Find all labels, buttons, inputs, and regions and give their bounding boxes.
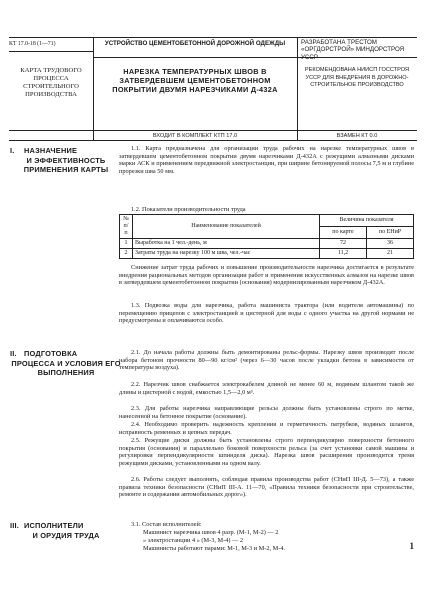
card-code: КТ 17.0-18 (1—71) — [9, 41, 56, 47]
replaces: ВЗАМЕН КТ 0.0 — [336, 133, 378, 139]
section-title-1 — [10, 146, 122, 175]
col-enir-header: по ЕНиР — [367, 227, 414, 239]
developer: РАЗРАБОТАНА ТРЕСТОМ «ОРГДОРСТРОЙ» МИНДОРСТРОЯ УССР — [301, 39, 405, 61]
section-number: II. — [10, 349, 17, 358]
staff-line-3: Машинисты работают парами: М-1, М-3 и М-2, М-4. — [143, 545, 286, 552]
staff-line-1: Машинист нарезчика швов 4 разр. (М-1, М-2) — 2 — [143, 529, 279, 536]
paragraph-2-1: 2.1. До начала работы должны быть демонтированы рельс-формы. Нарезку швов производят после набора бетоном прочности 80—90 кг/см² (через 6—30 часов после укладки бетона в зависимости от температуры воздуха). — [119, 349, 414, 372]
col-name-header: Наименование показателей — [133, 215, 320, 239]
paragraph-2-2: 2.2. Нарезчик швов снабжается электрокабелем длиной не менее 60 м, водяным шлангом такой же длины и цистерной с водой, емкостью 1,5—2,0 м³. — [119, 381, 414, 396]
section-title-first: ИСПОЛНИТЕЛИ — [24, 521, 84, 530]
card-type-title: КАРТА ТРУДОВОГО ПРОЦЕССА СТРОИТЕЛЬНОГО ПРОИЗВОДСТВА — [20, 67, 82, 98]
page-number: 1 — [409, 541, 414, 551]
paragraph-2-5: 2.5. Режущие диски должны быть установлены строго перпендикулярно поверхности бетонного покрытия (основания) и параллельно боковой поверхности рельса (за счет установки самой машины и регулировки перпендикулярности шпинделя диска). Нарезка швов расширения производится тремя режущими дисками, установленными на одном валу. — [119, 437, 414, 467]
paragraph-2-6: 2.6. Работы следует выполнять, соблюдая правила производства работ (СНиП III-Д. 5—73), а также правила техники безопасности (СНиП III-А. 11—70, «Правила техники безопасности при строительстве, ремонте и содержании автомобильных дорог»). — [119, 476, 414, 499]
paragraph-1-efficiency: Снижение затрат труда рабочих и повышение производительности нарезчика достигается в результате внедрения рациональных методов организации работ и применения искусственных алмазов на нарезке швов в затвердевшем цементобетонном покрытии (основания) модернизированным нарезчиком Д-432А. — [119, 264, 414, 287]
row-name: Затраты труда на нарезку 100 м шва, чел.-час — [133, 249, 320, 259]
card-header — [9, 37, 417, 141]
staff-line-2: » электростанции 4 » (М-3, М-4) — 2 — [143, 537, 244, 544]
table-row — [120, 239, 414, 249]
table-row — [120, 249, 414, 259]
paragraph-1-2: 1.2. Показатели производительности труда — [131, 206, 246, 213]
row-name: Выработка на 1 чел.-день, м — [133, 239, 320, 249]
section-title-rest: И ЭФФЕКТИВНОСТЬ ПРИМЕНЕНИЯ КАРТЫ — [23, 155, 109, 175]
section-title-2 — [10, 349, 122, 378]
section-title-rest: ПРОЦЕССА И УСЛОВИЯ ЕГО ВЫПОЛНЕНИЯ — [11, 358, 121, 378]
header-divider-left — [93, 37, 94, 141]
section-title-rest: И ОРУДИЯ ТРУДА — [32, 530, 100, 540]
section-number: III. — [10, 521, 20, 530]
row-card: 72 — [320, 239, 367, 249]
section-number: I. — [10, 146, 15, 155]
paragraph-1-3: 1.3. Подвозка воды для нарезчика, работа машиниста трактора (или водителя автомашины) по перемещению прицепов с электростанцией и цистерной для воды с одного участка на другой нормами не предусмотрены и оплачиваются особо. — [119, 302, 414, 325]
section-title-first: ПОДГОТОВКА — [24, 349, 78, 358]
paragraph-2-3: 2.3. Для работы нарезчика направляющие рельсы должны быть установлены строго по метке, нанесенной на бетонное покрытие (основание). — [119, 405, 414, 420]
row-card: 11,2 — [320, 249, 367, 259]
row-enir: 36 — [367, 239, 414, 249]
header-bottom-rule — [9, 130, 417, 131]
paragraph-3-1: 3.1. Состав исполнителей: — [131, 521, 202, 528]
col-no-header: № п/п — [120, 215, 133, 239]
header-mid-rule — [93, 57, 297, 58]
row-no: 1 — [120, 239, 133, 249]
included-in: ВХОДИТ В КОМПЛЕКТ КТП 17.0 — [152, 133, 238, 139]
row-enir: 21 — [367, 249, 414, 259]
recommendation: РЕКОМЕНДОВАНА НИИСП ГОССТРОЯ УССР ДЛЯ ВНЕДРЕНИЯ В ДОРОЖНО-СТРОИТЕЛЬНОЕ ПРОИЗВОДСТВО — [304, 67, 410, 89]
paragraph-2-4: 2.4. Необходимо проверить надежность крепления и герметичность патрубков, водяных шлангов, исправность ременных и цепных передач. — [119, 421, 414, 436]
header-top-rule — [9, 37, 417, 38]
col-card-header: по карте — [320, 227, 367, 239]
process-title: НАРЕЗКА ТЕМПЕРАТУРНЫХ ШВОВ В ЗАТВЕРДЕВШЕМ ЦЕМЕНТОБЕТОННОМ ПОКРЫТИИ ДВУМЯ НАРЕЗЧИКАМИ Д-432А — [112, 67, 278, 95]
col-values-header: Величина показателя — [320, 215, 414, 227]
paragraph-1-1: 1.1. Карта предназначена для организации труда рабочих на нарезке температурных швов в затвердевшем цементобетонном покрытии двумя нарезчиками Д-432А с режущими алмазными дисками марки АСК и применением передвижной электростанции, при ширине бетонируемой полосы 7,5 м и глубине прорезки шва 50 мм. — [119, 145, 414, 175]
row-no: 2 — [120, 249, 133, 259]
section-title-3 — [10, 521, 122, 540]
header-divider-right — [297, 37, 298, 141]
performance-table — [119, 214, 414, 259]
construction-type: УСТРОЙСТВО ЦЕМЕНТОБЕТОННОЙ ДОРОЖНОЙ ОДЕЖДЫ — [104, 40, 286, 47]
header-left-rule — [9, 51, 93, 52]
section-title-first: НАЗНАЧЕНИЕ — [24, 146, 78, 155]
